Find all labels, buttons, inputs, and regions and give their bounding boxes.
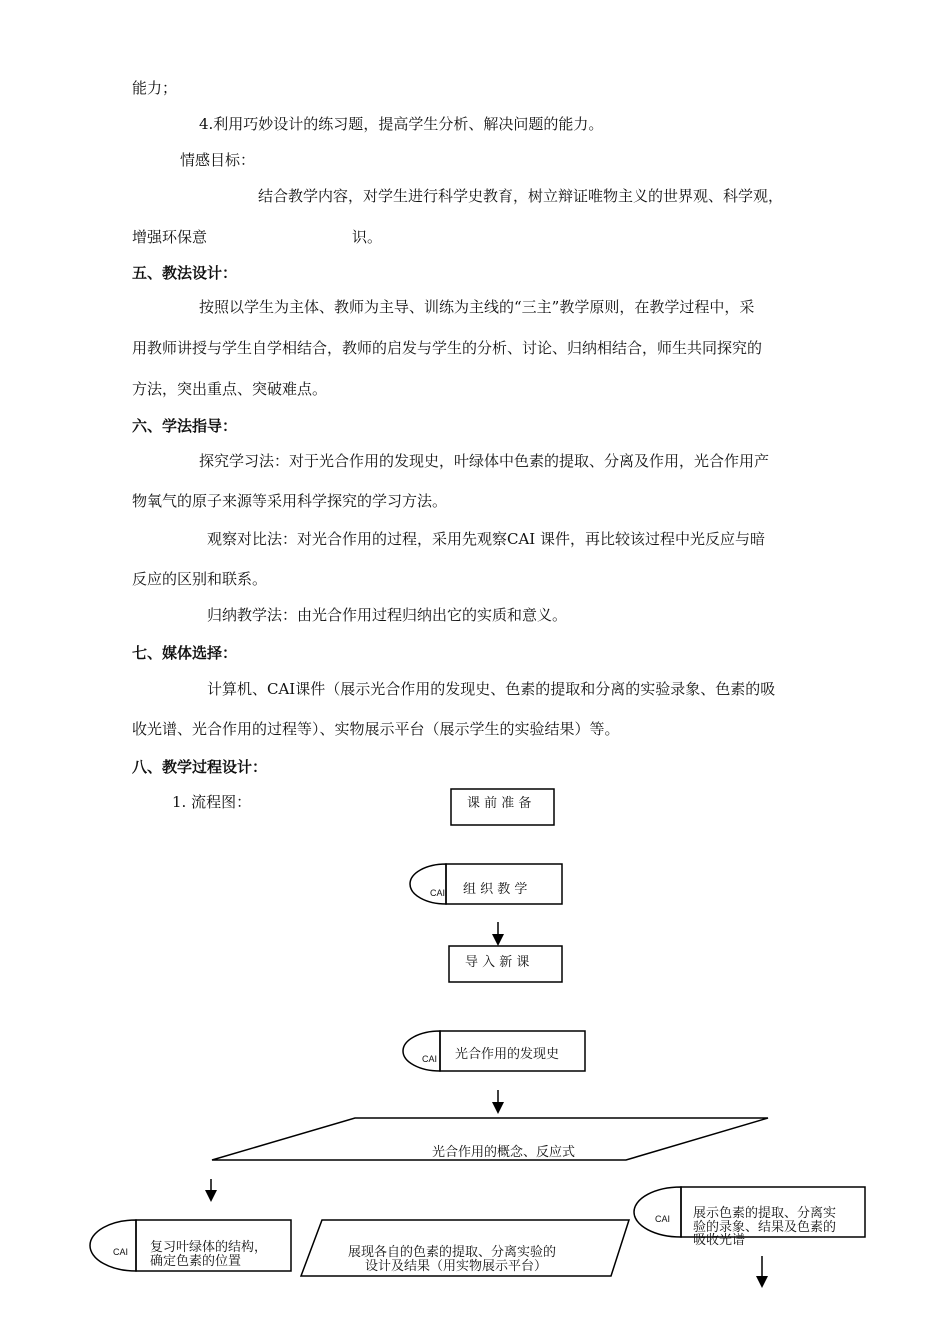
- section-7-para-1: 计算机、CAI课件（展示光合作用的发现史、色素的提取和分离的实验录象、色素的吸: [207, 680, 776, 698]
- section-5-para-1: 按照以学生为主体、教师为主导、训练为主线的“三主”教学原则，在教学过程中，采: [199, 298, 755, 316]
- section-7-heading: 七、媒体选择：: [132, 644, 238, 662]
- flow-history-cai: CAI: [422, 1054, 438, 1064]
- section-8-heading: 八、教学过程设计：: [132, 758, 268, 776]
- section-6-para-1: 探究学习法：对于光合作用的发现史，叶绿体中色素的提取、分离及作用，光合作用产: [199, 452, 770, 470]
- section-5-para-2: 用教师讲授与学生自学相结合，教师的启发与学生的分析、讨论、归纳相结合，师生共同探究的: [132, 339, 763, 357]
- flow-show-line-3: 吸收光谱: [693, 1233, 746, 1248]
- emotion-goal-title: 情感目标：: [180, 151, 256, 169]
- section-6-para-2: 物氧气的原子来源等采用科学探究的学习方法。: [132, 492, 448, 510]
- flow-show-line-2: 验的录象、结果及色素的: [693, 1220, 837, 1235]
- flow-organize-cai: CAI: [430, 888, 446, 898]
- section-8-item-1: 1. 流程图：: [172, 793, 252, 811]
- emotion-goal-para-2a: 增强环保意: [132, 228, 208, 246]
- flow-intro-label: 导 入 新 课: [465, 955, 530, 970]
- flow-prep-label: 课 前 准 备: [467, 796, 532, 811]
- section-6-para-5: 归纳教学法：由光合作用过程归纳出它的实质和意义。: [207, 606, 568, 624]
- flow-show-line-1: 展示色素的提取、分离实: [693, 1206, 837, 1221]
- flow-show-cai: CAI: [655, 1214, 671, 1224]
- flow-review-cai: CAI: [113, 1247, 129, 1257]
- emotion-goal-para-2b: 识。: [352, 228, 383, 246]
- section-6-para-4: 反应的区别和联系。: [132, 570, 268, 588]
- section-5-para-3: 方法，突出重点、突破难点。: [132, 380, 328, 398]
- flow-concept-label: 光合作用的概念、反应式: [432, 1145, 576, 1160]
- flow-review-line-2: 确定色素的位置: [150, 1254, 242, 1269]
- flow-organize-label: 组 织 教 学: [463, 882, 528, 897]
- section-5-heading: 五、教法设计：: [132, 264, 238, 282]
- flow-review-line-1: 复习叶绿体的结构，: [150, 1240, 268, 1255]
- section-6-para-3: 观察对比法：对光合作用的过程，采用先观察CAI 课件，再比较该过程中光反应与暗: [207, 530, 766, 548]
- flow-present-line-1: 展现各自的色素的提取、分离实验的: [348, 1245, 557, 1260]
- section-6-heading: 六、学法指导：: [132, 417, 238, 435]
- emotion-goal-para-1: 结合教学内容，对学生进行科学史教育，树立辩证唯物主义的世界观、科学观，: [258, 187, 784, 205]
- flow-history-label: 光合作用的发现史: [455, 1047, 560, 1062]
- section-7-para-2: 收光谱、光合作用的过程等）、实物展示平台（展示学生的实验结果）等。: [132, 720, 620, 738]
- text-goal-4: 4.利用巧妙设计的练习题，提高学生分析、解决问题的能力。: [199, 115, 604, 133]
- text-line-ability: 能力；: [132, 79, 178, 97]
- flow-present-line-2: 设计及结果（用实物展示平台）: [365, 1259, 548, 1274]
